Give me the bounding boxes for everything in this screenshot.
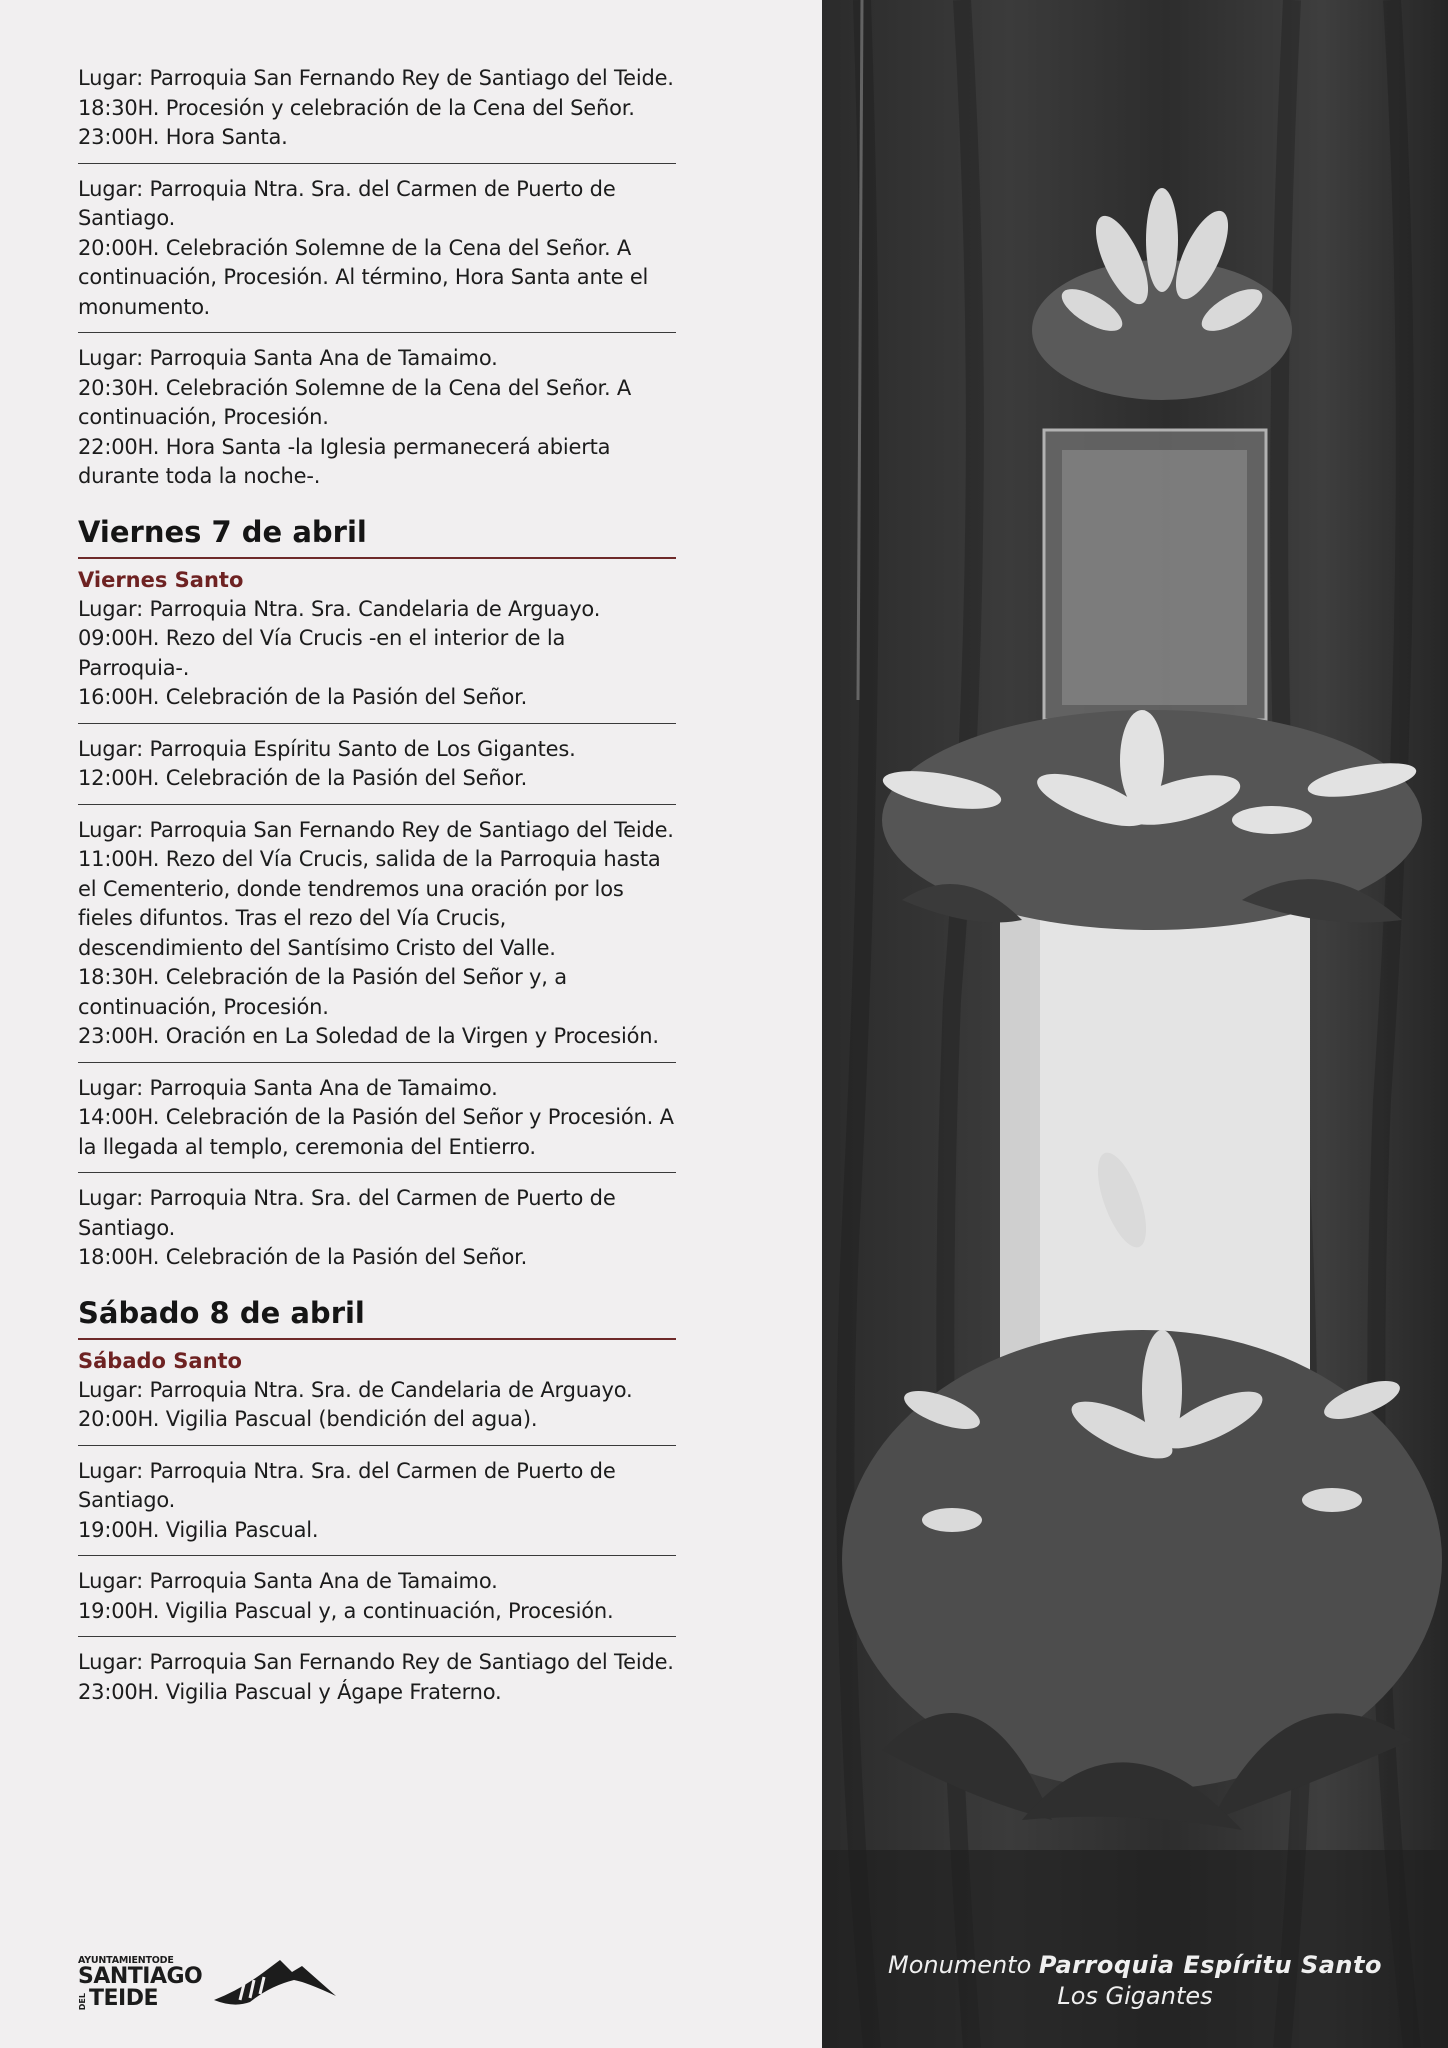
schedule-entry [78, 816, 676, 1063]
subheading-saturday: Sábado Santo [78, 1348, 242, 1373]
entry-location: Lugar: Parroquia Espíritu Santo de Los Gigantes. [78, 736, 576, 761]
entry-location: Lugar: Parroquia San Fernando Rey de Santiago del Teide. [78, 1650, 674, 1674]
entry-time-line: 23:00H. Oración en La Soledad de la Virgen y Procesión. [78, 1024, 659, 1048]
caption-place: Los Gigantes [1057, 1982, 1213, 2010]
schedule-entry [78, 1648, 676, 1717]
schedule-entry [78, 1074, 676, 1174]
entry-time-line: 19:00H. Vigilia Pascual y, a continuación, Procesión. [78, 1598, 614, 1623]
schedule-entry [78, 1376, 676, 1446]
entry-location: Lugar: Parroquia Santa Ana de Tamaimo. [78, 1075, 498, 1100]
entry-location: Lugar: Parroquia Ntra. Sra. del Carmen de Puerto de Santiago. [78, 176, 616, 230]
day-heading-saturday: Sábado 8 de abril [78, 1294, 676, 1340]
schedule-entry [78, 1184, 676, 1283]
logo-line3: TEIDE [89, 1986, 159, 2011]
entry-time-line: 20:00H. Vigilia Pascual (bendición del agua). [78, 1407, 538, 1431]
entry-location: Lugar: Parroquia Ntra. Sra. del Carmen de Puerto de Santiago. [78, 1186, 616, 1240]
entry-location: Lugar: Parroquia Ntra. Sra. Candelaria de Arguayo. [78, 596, 601, 621]
photo-caption [822, 1950, 1448, 2012]
entry-time-line: 18:00H. Celebración de la Pasión del Señor. [78, 1245, 528, 1269]
day-heading-friday: Viernes 7 de abril [78, 513, 676, 559]
entry-time-line: 18:30H. Celebración de la Pasión del Señor y, a continuación, Procesión. [78, 965, 567, 1019]
entry-location: Lugar: Parroquia Santa Ana de Tamaimo. [78, 1569, 498, 1593]
entry-time-line: 11:00H. Rezo del Vía Crucis, salida de la Parroquia hasta el Cementerio, donde tendremos una oración por los fieles difuntos. Tras el rezo del Vía Crucis, descendimiento del Santísimo Cristo del Valle. [78, 847, 661, 960]
flower-monument-illustration [822, 0, 1448, 2048]
logo-line3-small: DEL [78, 1992, 87, 2010]
entry-time-line: 14:00H. Celebración de la Pasión del Señor y Procesión. A la llegada al templo, ceremonia del Entierro. [78, 1105, 674, 1159]
schedule-entry [78, 344, 676, 502]
logo-line1: AYUNTAMIENTODE [78, 1955, 174, 1966]
caption-prefix: Monumento [888, 1951, 1032, 1979]
saturday-schedule [78, 1376, 676, 1718]
schedule-entry [78, 1457, 676, 1557]
entry-location: Lugar: Parroquia San Fernando Rey de Santiago del Teide. [78, 66, 674, 90]
entry-location: Lugar: Parroquia Ntra. Sra. del Carmen de Puerto de Santiago. [78, 1458, 616, 1512]
friday-schedule [78, 595, 676, 1283]
entry-time-line: 23:00H. Vigilia Pascual y Ágape Fraterno. [78, 1679, 502, 1704]
entry-time-line: 18:30H. Procesión y celebración de la Cena del Señor. [78, 95, 635, 120]
entry-time-line: 19:00H. Vigilia Pascual. [78, 1517, 319, 1542]
logo-line2: SANTIAGO [78, 1964, 203, 1989]
entry-location: Lugar: Parroquia Santa Ana de Tamaimo. [78, 346, 498, 370]
thursday-schedule [78, 64, 676, 502]
monument-photo [822, 0, 1448, 2048]
entry-time-line: 09:00H. Rezo del Vía Crucis -en el interior de la Parroquia-. [78, 626, 566, 680]
entry-time-line: 22:00H. Hora Santa -la Iglesia permanecerá abierta durante toda la noche-. [78, 434, 611, 488]
entry-time-line: 20:00H. Celebración Solemne de la Cena del Señor. A continuación, Procesión. Al término, Hora Santa ante el monumento. [78, 235, 649, 319]
entry-time-line: 12:00H. Celebración de la Pasión del Señor. [78, 766, 528, 790]
entry-location: Lugar: Parroquia Ntra. Sra. de Candelaria de Arguayo. [78, 1377, 633, 1402]
entry-location: Lugar: Parroquia San Fernando Rey de Santiago del Teide. [78, 817, 674, 842]
entry-time-line: 16:00H. Celebración de la Pasión del Señor. [78, 685, 528, 709]
municipality-logo [78, 1950, 358, 2010]
schedule-column [78, 64, 676, 1728]
subheading-friday: Viernes Santo [78, 567, 244, 592]
entry-time-line: 23:00H. Hora Santa. [78, 125, 288, 149]
schedule-entry [78, 64, 676, 164]
schedule-entry [78, 1567, 676, 1637]
schedule-entry [78, 595, 676, 724]
schedule-entry [78, 735, 676, 805]
entry-time-line: 20:30H. Celebración Solemne de la Cena del Señor. A continuación, Procesión. [78, 375, 632, 429]
caption-name: Parroquia Espíritu Santo [1038, 1951, 1382, 1979]
mountain-logo-icon [210, 1950, 340, 2010]
schedule-entry [78, 175, 676, 334]
